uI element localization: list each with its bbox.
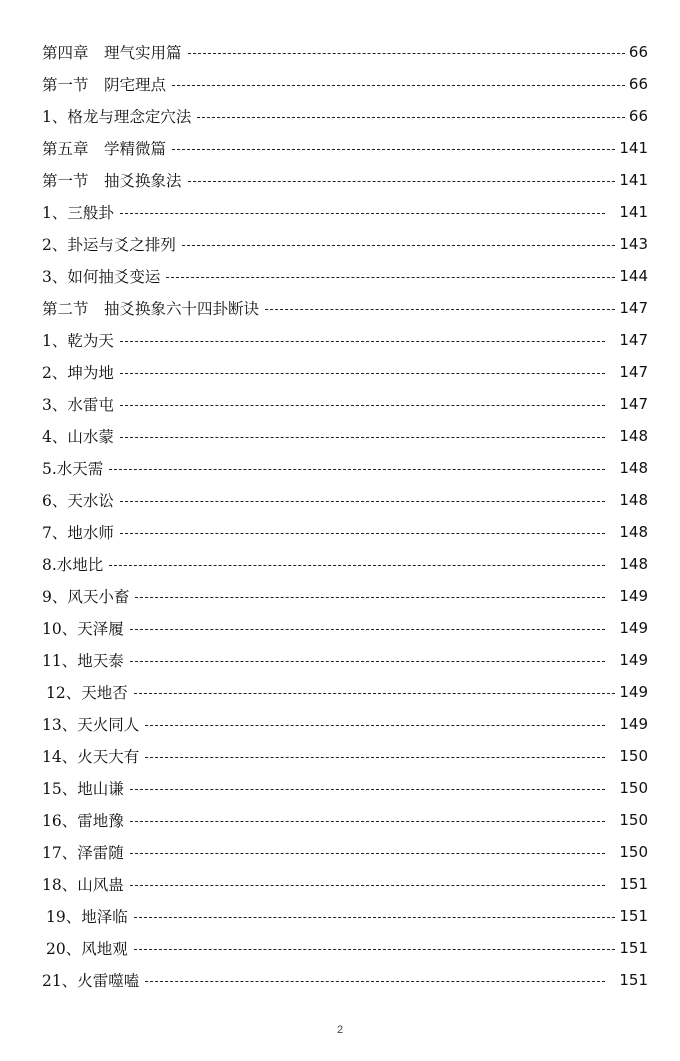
toc-entry[interactable] [42, 452, 648, 484]
toc-entry[interactable] [42, 900, 648, 932]
toc-entry[interactable] [42, 260, 648, 292]
toc-entry[interactable] [42, 132, 648, 164]
toc-entry-title: 14、火天大有 [42, 748, 140, 766]
toc-entry-title: 9、风天小畜 [42, 588, 130, 606]
toc-entry-page: 148 [619, 555, 648, 573]
toc-entry-page: 149 [619, 683, 648, 701]
dot-leader [120, 373, 605, 374]
toc-entry-page: 144 [619, 267, 648, 285]
toc-entry-title: 第一节 阴宅理点 [42, 76, 167, 94]
toc-entry-title: 4、山水蒙 [42, 428, 114, 446]
dot-leader [109, 469, 605, 470]
toc-entry-title: 13、天火同人 [42, 716, 140, 734]
dot-leader [182, 245, 615, 246]
toc-entry-title: 5.水天需 [42, 460, 104, 478]
toc-entry-page: 143 [619, 235, 648, 253]
toc-entry[interactable] [42, 772, 648, 804]
toc-entry-title: 11、地天泰 [42, 652, 124, 670]
dot-leader [120, 341, 605, 342]
table-of-contents [42, 36, 648, 996]
page-number: 2 [336, 1024, 344, 1036]
dot-leader [188, 181, 616, 182]
toc-entry-page: 151 [619, 907, 648, 925]
toc-entry-title: 20、风地观 [46, 940, 128, 958]
toc-entry-page: 150 [619, 811, 648, 829]
toc-entry[interactable] [42, 228, 648, 260]
dot-leader [145, 757, 605, 758]
toc-entry-page: 150 [619, 747, 648, 765]
dot-leader [134, 693, 616, 694]
toc-entry-page: 149 [619, 619, 648, 637]
toc-entry-title: 21、火雷噬嗑 [42, 972, 140, 990]
toc-entry[interactable] [42, 580, 648, 612]
toc-entry[interactable] [42, 292, 648, 324]
dot-leader [130, 885, 606, 886]
toc-entry-page: 150 [619, 779, 648, 797]
toc-entry[interactable] [42, 196, 648, 228]
toc-entry[interactable] [42, 164, 648, 196]
toc-entry[interactable] [42, 644, 648, 676]
toc-entry-page: 150 [619, 843, 648, 861]
toc-entry-title: 1、三般卦 [42, 204, 114, 222]
toc-entry-title: 2、坤为地 [42, 364, 114, 382]
toc-entry-page: 147 [619, 299, 648, 317]
toc-entry-page: 148 [619, 523, 648, 541]
toc-entry-page: 149 [619, 715, 648, 733]
toc-entry-title: 1、乾为天 [42, 332, 114, 350]
toc-entry[interactable] [42, 676, 648, 708]
dot-leader [145, 725, 605, 726]
toc-entry-title: 17、泽雷随 [42, 844, 124, 862]
dot-leader [120, 533, 605, 534]
toc-entry-page: 149 [619, 587, 648, 605]
toc-entry-title: 8.水地比 [42, 556, 104, 574]
toc-entry-title: 1、格龙与理念定穴法 [42, 108, 192, 126]
toc-entry-page: 147 [619, 395, 648, 413]
toc-entry-title: 第五章 学精微篇 [42, 140, 167, 158]
toc-entry[interactable] [42, 964, 648, 996]
toc-entry-title: 15、地山谦 [42, 780, 124, 798]
dot-leader [197, 117, 625, 118]
dot-leader [265, 309, 615, 310]
dot-leader [135, 597, 605, 598]
toc-entry[interactable] [42, 420, 648, 452]
toc-entry[interactable] [42, 932, 648, 964]
toc-entry-title: 6、天水讼 [42, 492, 114, 510]
dot-leader [172, 85, 625, 86]
toc-entry[interactable] [42, 516, 648, 548]
toc-entry-page: 66 [628, 107, 648, 125]
toc-entry[interactable] [42, 356, 648, 388]
dot-leader [120, 437, 605, 438]
toc-entry[interactable] [42, 868, 648, 900]
toc-entry-title: 第二节 抽爻换象六十四卦断诀 [42, 300, 260, 318]
toc-entry-page: 151 [619, 971, 648, 989]
dot-leader [120, 405, 605, 406]
toc-entry-page: 151 [619, 875, 648, 893]
toc-entry-page: 66 [628, 43, 648, 61]
toc-entry-title: 12、天地否 [46, 684, 128, 702]
toc-entry[interactable] [42, 36, 648, 68]
toc-entry-title: 3、水雷屯 [42, 396, 114, 414]
toc-entry-title: 7、地水师 [42, 524, 114, 542]
toc-entry-title: 10、天泽履 [42, 620, 124, 638]
toc-entry[interactable] [42, 548, 648, 580]
toc-entry-page: 66 [628, 75, 648, 93]
toc-entry-page: 151 [619, 939, 648, 957]
dot-leader [134, 917, 616, 918]
dot-leader [166, 277, 615, 278]
toc-entry[interactable] [42, 612, 648, 644]
toc-entry-title: 18、山风蛊 [42, 876, 124, 894]
toc-entry-page: 148 [619, 459, 648, 477]
toc-entry[interactable] [42, 836, 648, 868]
dot-leader [130, 789, 606, 790]
dot-leader [130, 853, 606, 854]
toc-entry[interactable] [42, 484, 648, 516]
toc-entry-page: 148 [619, 491, 648, 509]
dot-leader [172, 149, 615, 150]
dot-leader [134, 949, 616, 950]
dot-leader [145, 981, 605, 982]
toc-entry[interactable] [42, 68, 648, 100]
toc-entry-page: 147 [619, 331, 648, 349]
dot-leader [130, 629, 606, 630]
toc-entry-page: 141 [619, 203, 648, 221]
toc-entry-title: 3、如何抽爻变运 [42, 268, 161, 286]
dot-leader [188, 53, 625, 54]
toc-entry-title: 2、卦运与爻之排列 [42, 236, 176, 254]
toc-entry-title: 19、地泽临 [46, 908, 128, 926]
toc-entry-title: 16、雷地豫 [42, 812, 124, 830]
toc-entry-title: 第四章 理气实用篇 [42, 44, 182, 62]
toc-entry-page: 147 [619, 363, 648, 381]
dot-leader [130, 821, 606, 822]
toc-entry-page: 141 [619, 171, 648, 189]
toc-entry-page: 149 [619, 651, 648, 669]
toc-entry[interactable] [42, 708, 648, 740]
toc-entry[interactable] [42, 388, 648, 420]
toc-entry-page: 141 [619, 139, 648, 157]
toc-entry[interactable] [42, 740, 648, 772]
toc-entry[interactable] [42, 804, 648, 836]
toc-entry[interactable] [42, 324, 648, 356]
dot-leader [109, 565, 605, 566]
dot-leader [120, 501, 605, 502]
toc-entry-title: 第一节 抽爻换象法 [42, 172, 182, 190]
dot-leader [130, 661, 606, 662]
toc-entry-page: 148 [619, 427, 648, 445]
toc-entry[interactable] [42, 100, 648, 132]
dot-leader [120, 213, 605, 214]
